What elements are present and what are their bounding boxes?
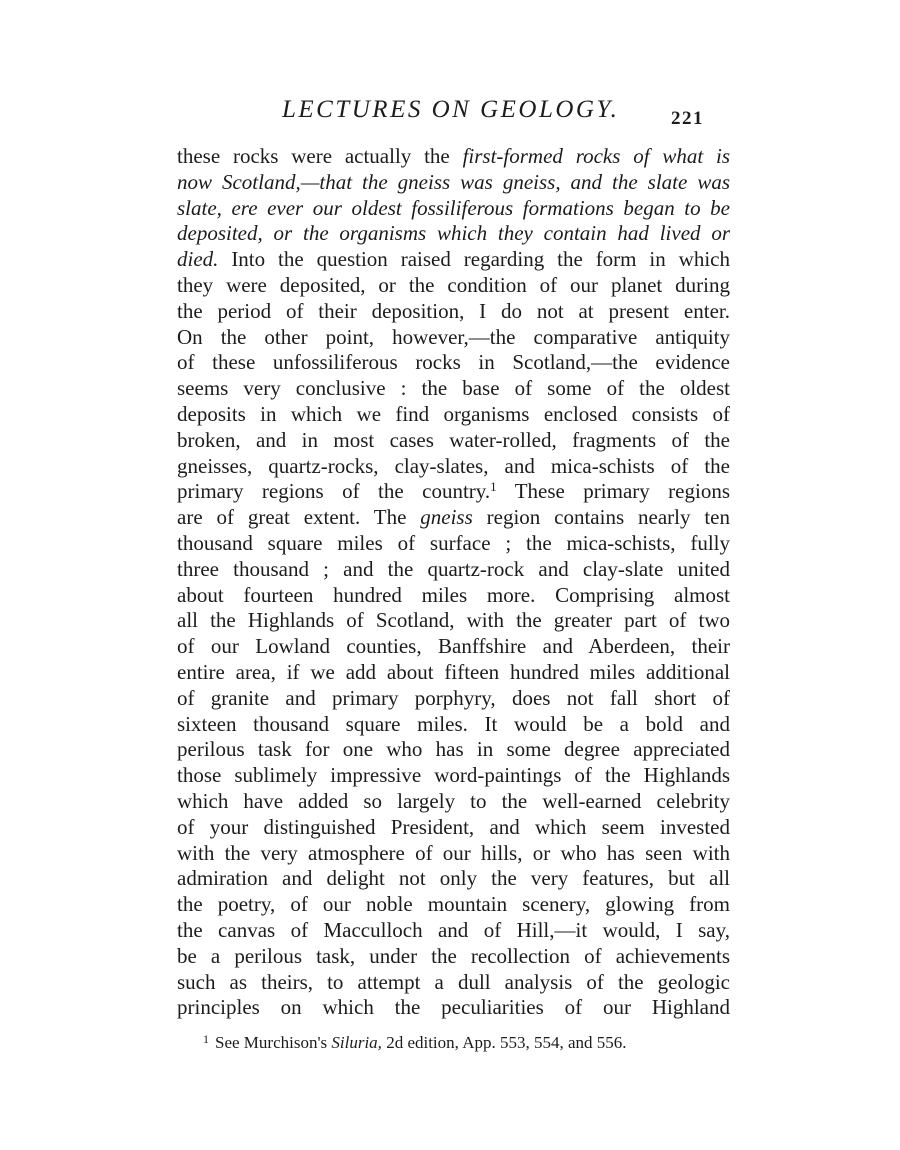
text-line xyxy=(177,841,730,867)
text-segment: which have added so largely to the well-earned celebrity xyxy=(177,788,730,813)
footnote-reference: 1 xyxy=(490,479,497,495)
text-segment: slate, ere ever our oldest fossiliferous formations began to be xyxy=(177,195,730,220)
text-line xyxy=(177,505,730,531)
text-segment: the canvas of Macculloch and of Hill,—it would, I say, xyxy=(177,917,730,942)
text-line xyxy=(177,221,730,247)
text-segment: region contains nearly ten xyxy=(472,505,730,530)
footnote-text-after: 2d edition, App. 553, 554, and 556. xyxy=(381,1033,627,1052)
text-segment: perilous task for one who has in some degree appreciated xyxy=(177,737,730,762)
text-line xyxy=(177,737,730,763)
text-segment: died. xyxy=(177,247,219,272)
text-segment: admiration and delight not only the very features, but all xyxy=(177,866,730,891)
text-line xyxy=(177,479,730,505)
text-line xyxy=(177,247,730,273)
body-text xyxy=(177,144,730,1021)
text-segment: sixteen thousand square miles. It would be a bold and xyxy=(177,711,730,736)
footnote-marker: 1 xyxy=(203,1032,209,1046)
text-segment: gneiss xyxy=(420,505,473,530)
text-line xyxy=(177,299,730,325)
text-line xyxy=(177,196,730,222)
text-line xyxy=(177,970,730,996)
text-line xyxy=(177,273,730,299)
text-segment: be a perilous task, under the recollection of achievements xyxy=(177,943,730,968)
text-segment: about fourteen hundred miles more. Comprising almost xyxy=(177,582,730,607)
text-segment: first-formed rocks of what is xyxy=(462,144,730,168)
text-line xyxy=(177,531,730,557)
text-line xyxy=(177,325,730,351)
text-line xyxy=(177,944,730,970)
text-line xyxy=(177,660,730,686)
text-line xyxy=(177,634,730,660)
text-line xyxy=(177,892,730,918)
text-segment: such as theirs, to attempt a dull analysis of the geologic xyxy=(177,969,730,994)
text-segment: seems very conclusive : the base of some of the oldest xyxy=(177,376,730,401)
text-line xyxy=(177,583,730,609)
text-line xyxy=(177,686,730,712)
footnote xyxy=(203,1028,627,1054)
running-title: LECTURES ON GEOLOGY. xyxy=(282,96,620,123)
text-segment: the poetry, of our noble mountain scenery, glowing from xyxy=(177,892,730,917)
text-segment: three thousand ; and the quartz-rock and clay-slate united xyxy=(177,556,730,581)
text-line xyxy=(177,350,730,376)
text-segment: deposits in which we find organisms enclosed consists of xyxy=(177,401,730,426)
text-segment: These primary regions xyxy=(496,479,730,504)
text-segment: of your distinguished President, and which seem invested xyxy=(177,814,730,839)
text-segment: Into the question raised regarding the form in which xyxy=(218,247,730,272)
text-segment: deposited, or the organisms which they contain had lived or xyxy=(177,221,730,246)
text-segment: are of great extent. The xyxy=(177,505,421,530)
text-segment: gneisses, quartz-rocks, clay-slates, and mica-schists of the xyxy=(177,453,730,478)
text-line xyxy=(177,144,730,170)
text-line xyxy=(177,557,730,583)
text-segment: with the very atmosphere of our hills, or who has seen with xyxy=(177,840,730,865)
text-line xyxy=(177,608,730,634)
text-line xyxy=(177,815,730,841)
footnote-title: Siluria, xyxy=(331,1033,382,1052)
page-number: 221 xyxy=(671,108,704,129)
text-segment: all the Highlands of Scotland, with the greater part of two xyxy=(177,608,730,633)
text-line xyxy=(177,376,730,402)
text-line xyxy=(177,995,730,1021)
text-segment: primary regions of the country. xyxy=(177,479,491,504)
text-segment: these rocks were actually the xyxy=(177,144,463,168)
text-line xyxy=(177,866,730,892)
text-segment: they were deposited, or the condition of our planet during xyxy=(177,272,730,297)
text-segment: those sublimely impressive word-paintings of the Highlands xyxy=(177,763,730,788)
text-line xyxy=(177,918,730,944)
text-segment: of our Lowland counties, Banffshire and Aberdeen, their xyxy=(177,634,730,659)
text-line xyxy=(177,428,730,454)
text-segment: now Scotland,—that the gneiss was gneiss, and the slate was xyxy=(177,169,730,194)
text-segment: broken, and in most cases water-rolled, fragments of the xyxy=(177,427,730,452)
text-segment: entire area, if we add about fifteen hundred miles additional xyxy=(177,659,730,684)
text-segment: the period of their deposition, I do not at present enter. xyxy=(177,298,730,323)
text-line xyxy=(177,763,730,789)
footnote-text-before: See Murchison's xyxy=(215,1033,332,1052)
text-line xyxy=(177,789,730,815)
text-segment: principles on which the peculiarities of our Highland xyxy=(177,995,730,1020)
text-segment: thousand square miles of surface ; the mica-schists, fully xyxy=(177,530,730,555)
text-segment: of these unfossiliferous rocks in Scotland,—the evidence xyxy=(177,350,730,375)
text-line xyxy=(177,454,730,480)
text-segment: On the other point, however,—the comparative antiquity xyxy=(177,324,730,349)
text-line xyxy=(177,402,730,428)
text-segment: of granite and primary porphyry, does not fall short of xyxy=(177,685,730,710)
text-line xyxy=(177,170,730,196)
text-line xyxy=(177,712,730,738)
